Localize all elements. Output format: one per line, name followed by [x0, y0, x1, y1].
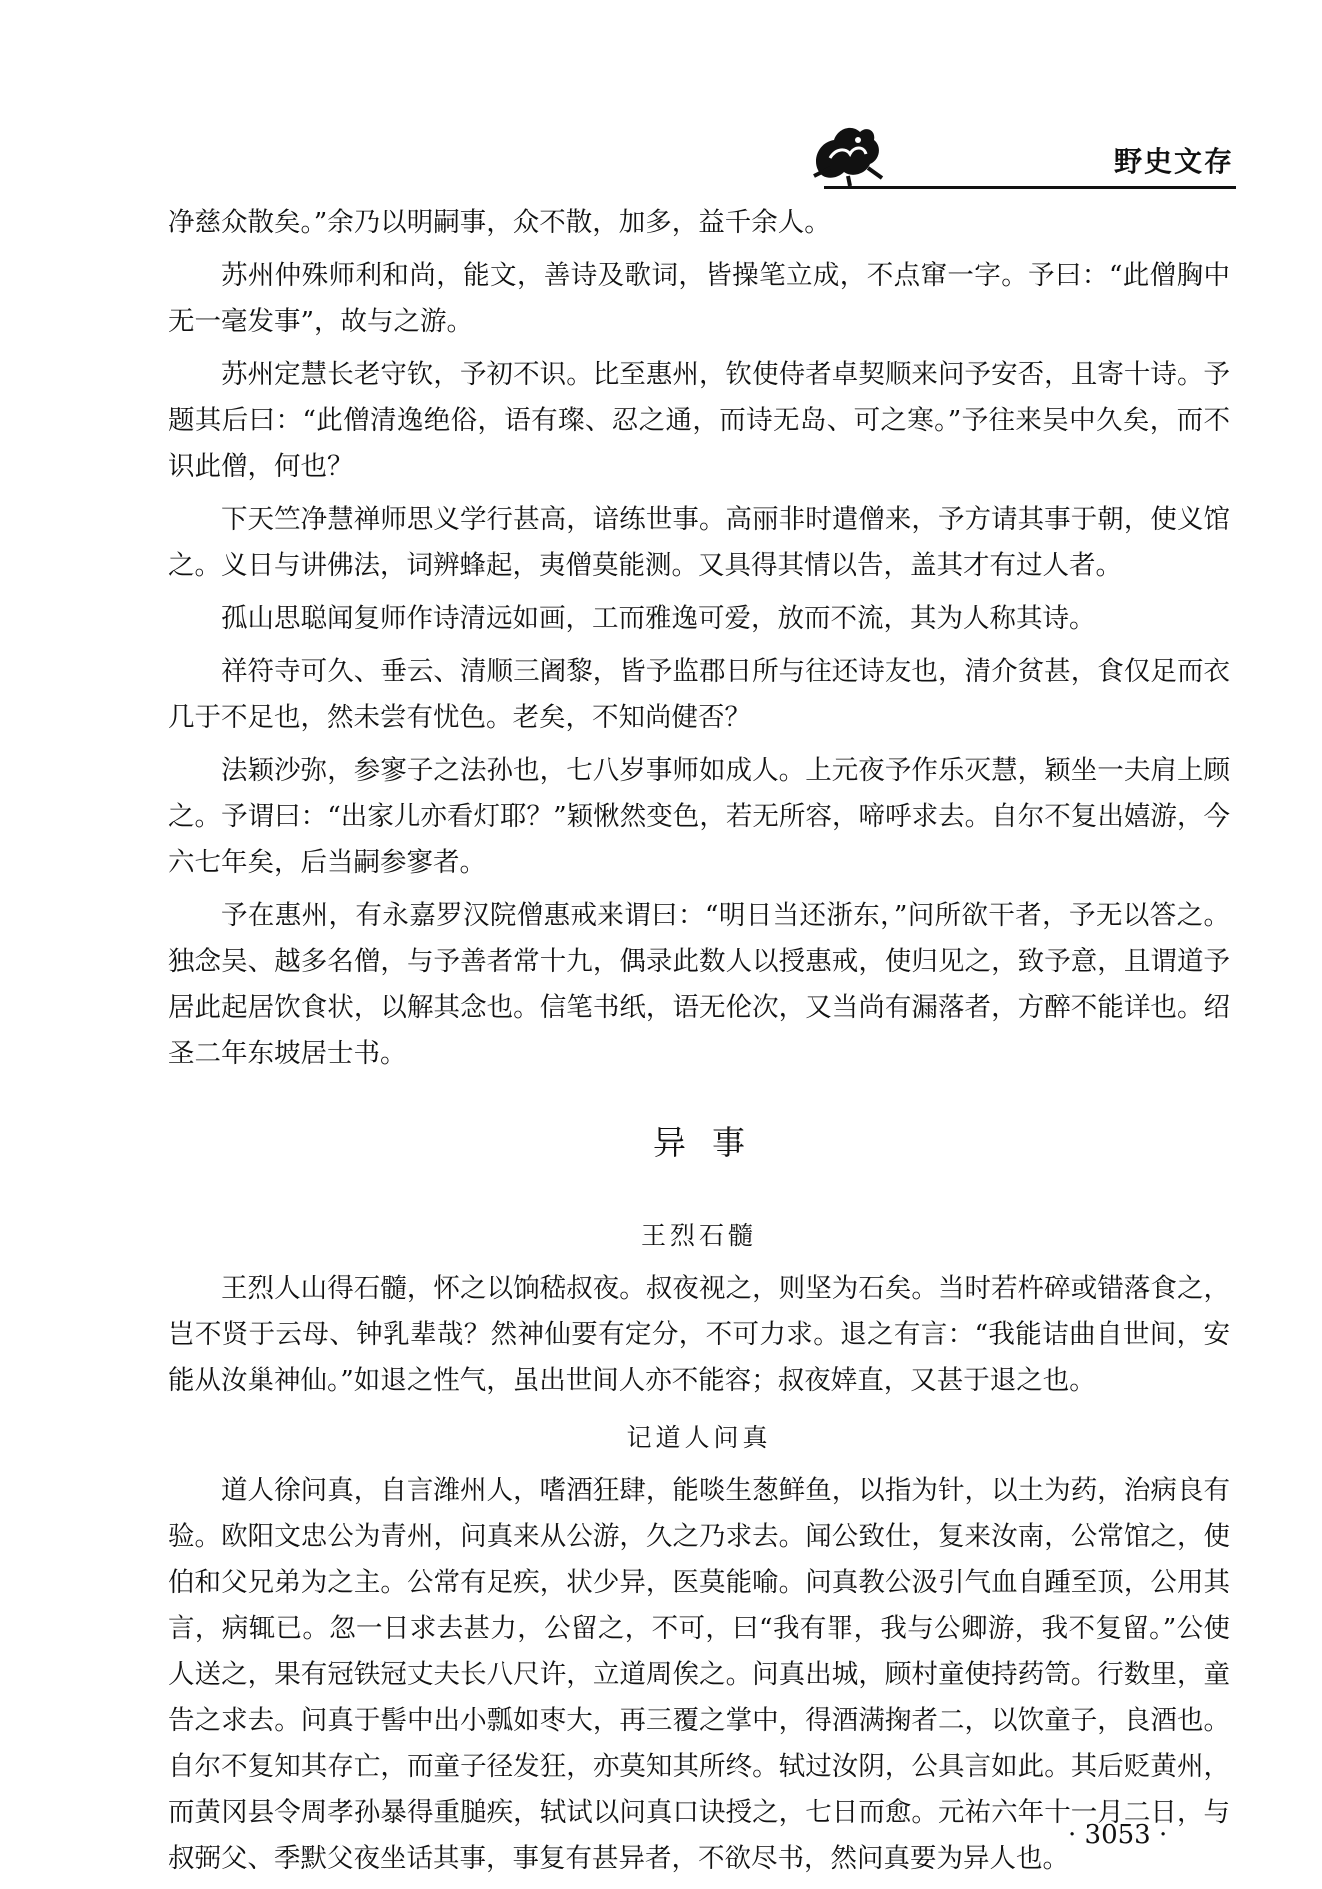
header-title: 野史文存 — [1113, 145, 1234, 178]
paragraph: 苏州定慧长老守钦，予初不识。比至惠州，钦使侍者卓契顺来问予安否，且寄十诗。予题其后曰：“此僧清逸绝俗，语有璨、忍之通，而诗无岛、可之寒。”予往来吴中久矣，而不识此僧，何也？ — [168, 359, 1230, 482]
page-content — [168, 200, 1230, 1889]
paragraph: 予在惠州，有永嘉罗汉院僧惠戒来谓曰：“明日当还浙东，”问所欲干者，予无以答之。独念吴、越多名僧，与予善者常十九，偶录此数人以授惠戒，使归见之，致予意，且谓道予居此起居饮食状，以解其念也。信笔书纸，语无伦次，又当尚有漏落者，方醉不能详也。绍圣二年东坡居士书。 — [168, 900, 1230, 1069]
paragraph: 王烈人山得石髓，怀之以饷嵇叔夜。叔夜视之，则坚为石矣。当时若杵碎或错落食之，岂不贤于云母、钟乳辈哉？然神仙要有定分，不可力求。退之有言：“我能诘曲自世间，安能从汝巢神仙。”如退之性气，虽出世间人亦不能容；叔夜婞直，又甚于退之也。 — [168, 1273, 1230, 1396]
article-title: 王烈石髓 — [640, 1221, 757, 1250]
dragon-logo-icon — [808, 118, 886, 188]
article-title: 记道人问真 — [626, 1423, 772, 1452]
paragraph: 法颖沙弥，参寥子之法孙也，七八岁事师如成人。上元夜予作乐灭慧，颖坐一夫肩上顾之。予谓曰：“出家儿亦看灯耶？”颖愀然变色，若无所容，啼呼求去。自尔不复出嬉游，今六七年矣，后当嗣参寥者。 — [168, 755, 1230, 878]
page-header — [808, 118, 1236, 190]
paragraph: 净慈众散矣。”余乃以明嗣事，众不散，加多，益千余人。 — [168, 207, 831, 238]
paragraph: 道人徐问真，自言潍州人，嗜酒狂肆，能啖生葱鲜鱼，以指为针，以土为药，治病良有验。欧阳文忠公为青州，问真来从公游，久之乃求去。闻公致仕，复来汝南，公常馆之，使伯和父兄弟为之主。公常有足疾，状少异，医莫能喻。问真教公汲引气血自踵至顶，公用其言，病辄已。忽一日求去甚力，公留之，不可，曰“我有罪，我与公卿游，我不复留。”公使人送之，果有冠铁冠丈夫长八尺许，立道周俟之。问真出城，顾村童使持药笥。行数里，童告之求去。问真于髻中出小瓢如枣大，再三覆之掌中，得酒满掬者二，以饮童子，良酒也。自尔不复知其存亡，而童子径发狂，亦莫知其所终。轼过汝阴，公具言如此。其后贬黄州，而黄冈县令周孝孙暴得重膇疾，轼试以问真口诀授之，七日而愈。元祐六年十一月二日，与叔弼父、季默父夜坐话其事，事复有甚异者，不欲尽书，然问真要为异人也。 — [168, 1475, 1230, 1874]
page-number: · 3053 · — [1068, 1820, 1168, 1850]
paragraph: 祥符寺可久、垂云、清顺三阇黎，皆予监郡日所与往还诗友也，清介贫甚，食仅足而衣几于不足也，然未尝有忧色。老矣，不知尚健否？ — [168, 656, 1230, 733]
paragraph: 苏州仲殊师利和尚，能文，善诗及歌词，皆操笔立成，不点窜一字。予曰：“此僧胸中无一毫发事”，故与之游。 — [168, 260, 1230, 337]
paragraph: 下天竺净慧禅师思义学行甚高，谙练世事。高丽非时遣僧来，予方请其事于朝，使义馆之。义日与讲佛法，词辨蜂起，夷僧莫能测。又具得其情以告，盖其才有过人者。 — [168, 504, 1230, 581]
paragraph: 孤山思聪闻复师作诗清远如画，工而雅逸可爱，放而不流，其为人称其诗。 — [221, 603, 1096, 634]
section-title: 异事 — [653, 1123, 771, 1162]
header-rule — [824, 186, 1236, 189]
